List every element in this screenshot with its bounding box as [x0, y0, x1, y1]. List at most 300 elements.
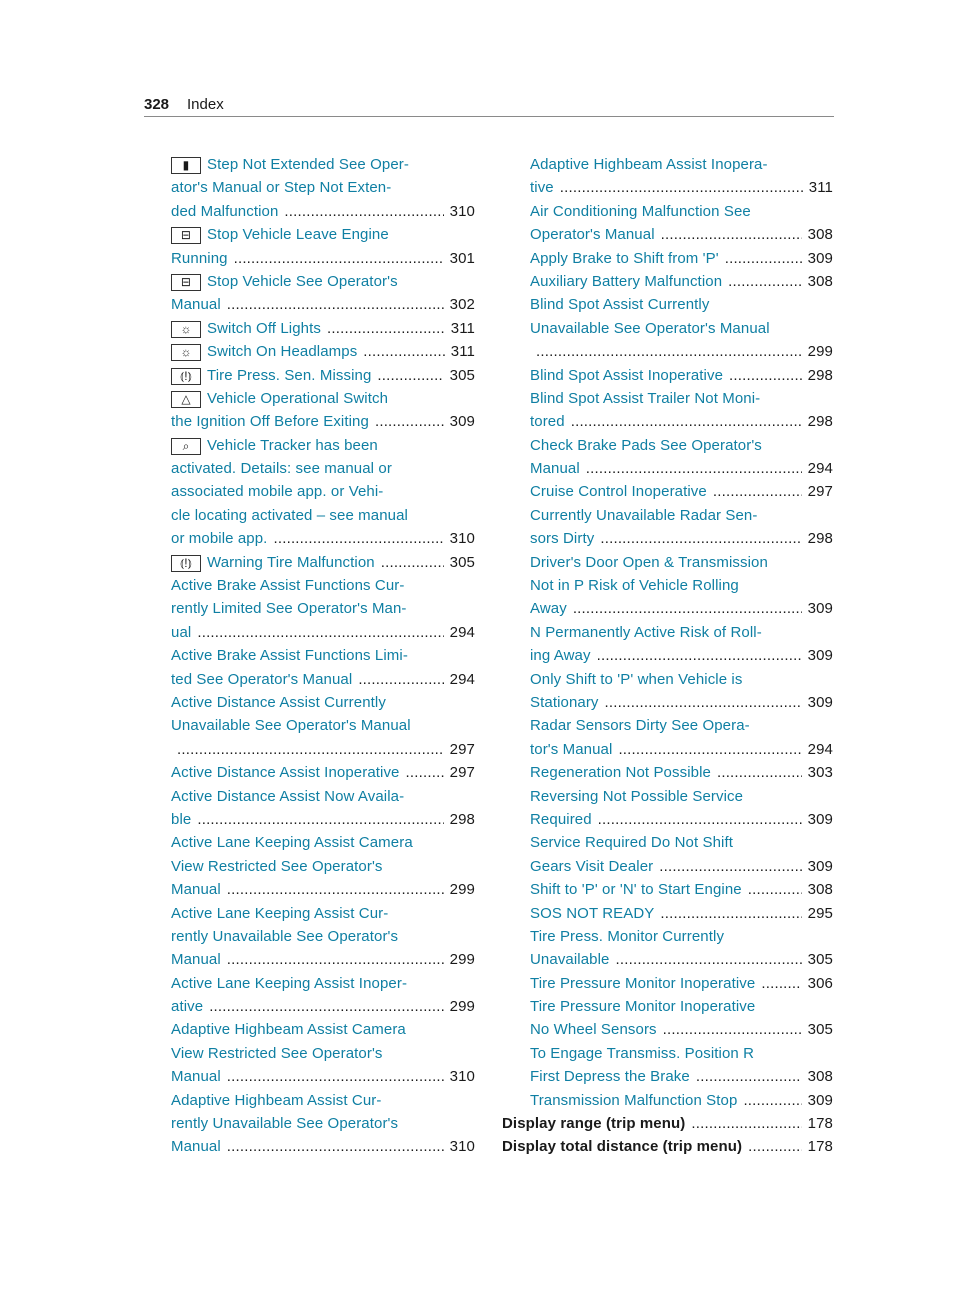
- leader-dots: [227, 293, 444, 316]
- leader-dots: [573, 597, 802, 620]
- index-entry-line: [171, 574, 475, 597]
- leader-dots: [375, 410, 444, 433]
- leader-dots: [358, 668, 443, 691]
- index-entry-line: [530, 1065, 833, 1088]
- leader-dots: [660, 902, 801, 925]
- index-entry-line: [171, 691, 475, 714]
- index-entry-text: Transmission Malfunction Stop: [530, 1091, 738, 1109]
- page-reference[interactable]: 178: [807, 1138, 833, 1156]
- leader-dots: [598, 808, 802, 831]
- index-entry[interactable]: [530, 293, 833, 363]
- index-entry-text: Gears Visit Dealer: [530, 857, 654, 875]
- index-entry-line: [171, 738, 475, 761]
- index-entry[interactable]: [530, 878, 833, 901]
- index-entry-text: tive: [530, 179, 554, 197]
- page-reference[interactable]: 299: [449, 951, 475, 969]
- page-reference[interactable]: 308: [807, 272, 833, 290]
- index-entry-line: [530, 527, 833, 550]
- index-entry[interactable]: [530, 434, 833, 481]
- index-entry-text: Adaptive Highbeam Assist Inopera-: [530, 156, 768, 173]
- index-entry-text: Check Brake Pads See Operator's: [530, 436, 762, 454]
- index-entry[interactable]: [171, 387, 475, 434]
- index-entry-line: [530, 691, 833, 714]
- leader-dots: [717, 761, 802, 784]
- index-entry-text: Vehicle Tracker has been: [207, 436, 378, 454]
- index-entry-text: Stop Vehicle See Operator's: [207, 272, 398, 290]
- index-entry-text: ual: [171, 623, 192, 641]
- index-entry[interactable]: [171, 1089, 475, 1159]
- index-entry-line: [530, 293, 833, 316]
- index-entry-line: [530, 621, 833, 644]
- index-entry-text: Auxiliary Battery Malfunction: [530, 272, 723, 290]
- index-entry[interactable]: [530, 387, 833, 434]
- leader-dots: [761, 972, 801, 995]
- index-entry-line: [530, 597, 833, 620]
- leader-dots: [560, 176, 803, 199]
- index-entry-text: Vehicle Operational Switch: [207, 389, 389, 407]
- leader-dots: [691, 1112, 801, 1135]
- index-entry-text: Running: [171, 249, 228, 267]
- page-title: Index: [187, 96, 224, 113]
- index-entry-line: [530, 855, 833, 878]
- leader-dots: [661, 223, 802, 246]
- page-reference[interactable]: 311: [808, 179, 833, 197]
- page-reference[interactable]: 308: [807, 881, 833, 899]
- index-entry-text: Stationary: [530, 693, 599, 711]
- index-entry-text: sors Dirty: [530, 530, 595, 548]
- index-entry-text: Air Conditioning Malfunction See: [530, 202, 751, 220]
- leader-dots: [227, 948, 444, 971]
- index-entry-text: ted See Operator's Manual: [171, 670, 353, 688]
- index-entry-line: [530, 668, 833, 691]
- index-entry-line: [530, 761, 833, 784]
- tire-icon: ⦅!⦆: [171, 555, 201, 572]
- index-entry-text: Switch On Headlamps: [207, 343, 358, 361]
- page-reference[interactable]: 297: [807, 483, 833, 501]
- index-entry[interactable]: [171, 340, 475, 363]
- index-entry-line: [171, 808, 475, 831]
- leader-dots: [406, 761, 444, 784]
- index-entry-text: View Restricted See Operator's: [171, 1044, 383, 1062]
- index-entry-text: Active Lane Keeping Assist Camera: [171, 834, 413, 852]
- index-entry-line: [171, 317, 475, 340]
- index-entry[interactable]: [171, 551, 475, 574]
- index-entry[interactable]: [171, 761, 475, 784]
- index-entry-text: cle locating activated – see manual: [171, 506, 408, 524]
- index-entry-line: [530, 902, 833, 925]
- index-entry-line: [171, 270, 475, 293]
- index-entry[interactable]: [171, 785, 475, 832]
- light-icon: ☼: [171, 344, 201, 361]
- index-entry-text: Adaptive Highbeam Assist Camera: [171, 1021, 406, 1039]
- index-entry-line: [171, 878, 475, 901]
- index-entry[interactable]: [530, 902, 833, 925]
- leader-dots: [748, 878, 802, 901]
- page-reference[interactable]: 302: [449, 296, 475, 314]
- index-entry[interactable]: [530, 668, 833, 715]
- leader-dots: [743, 1089, 801, 1112]
- leader-dots: [600, 527, 801, 550]
- page-reference[interactable]: 299: [449, 998, 475, 1016]
- index-entry-line: [530, 410, 833, 433]
- index-entry-text: Driver's Door Open & Transmission: [530, 553, 768, 571]
- index-entry-text: Tire Press. Sen. Missing: [207, 366, 372, 384]
- index-entry-line: [171, 761, 475, 784]
- index-entry-line: [171, 434, 475, 457]
- index-entry[interactable]: [530, 714, 833, 761]
- index-entry-text: Manual: [530, 460, 580, 478]
- index-entry[interactable]: [171, 317, 475, 340]
- index-entry-line: [171, 995, 475, 1018]
- index-entry[interactable]: [171, 644, 475, 691]
- page-reference[interactable]: 309: [807, 1091, 833, 1109]
- index-entry-text: tor's Manual: [530, 740, 613, 758]
- index-entry-line: [171, 527, 475, 550]
- index-entry-text: Blind Spot Assist Currently: [530, 296, 710, 314]
- index-entry-text: Service Required Do Not Shift: [530, 834, 733, 852]
- index-entry-line: [171, 972, 475, 995]
- index-entry-line: [530, 504, 833, 527]
- page-reference[interactable]: 301: [449, 249, 475, 267]
- index-entry[interactable]: [171, 434, 475, 551]
- index-entry-line: [171, 200, 475, 223]
- page-reference[interactable]: 306: [807, 974, 833, 992]
- index-entry[interactable]: [530, 785, 833, 832]
- index-column-right: [502, 153, 833, 1159]
- index-entry-line: [171, 480, 475, 503]
- index-entry-text: Currently Unavailable Radar Sen-: [530, 506, 758, 524]
- page-reference[interactable]: 311: [450, 319, 475, 337]
- index-entry-text: First Depress the Brake: [530, 1068, 690, 1086]
- index-entry-line: [171, 714, 475, 737]
- leader-dots: [227, 1065, 444, 1088]
- leader-dots: [713, 480, 802, 503]
- index-entry[interactable]: [171, 364, 475, 387]
- leader-dots: [597, 644, 802, 667]
- tire-icon: ⦅!⦆: [171, 368, 201, 385]
- index-entry-line: [171, 902, 475, 925]
- index-entry-line: [530, 878, 833, 901]
- leader-dots: [725, 247, 802, 270]
- page-reference[interactable]: 298: [807, 413, 833, 431]
- page-reference[interactable]: 297: [449, 740, 475, 758]
- index-entry[interactable]: [171, 902, 475, 972]
- index-entry-line: [530, 785, 833, 808]
- page-reference[interactable]: 311: [450, 343, 475, 361]
- index-entry[interactable]: [171, 972, 475, 1019]
- leader-dots: [605, 691, 802, 714]
- index-entry-text: Display total distance (trip menu): [502, 1138, 743, 1156]
- index-entry-line: [530, 153, 833, 176]
- leader-dots: [618, 738, 801, 761]
- page-reference[interactable]: 294: [449, 670, 475, 688]
- index-entry-text: Adaptive Highbeam Assist Cur-: [171, 1091, 382, 1109]
- index-entry-line: [171, 176, 475, 199]
- index-entry-text: Active Brake Assist Functions Cur-: [171, 577, 405, 595]
- index-entry-text: Manual: [171, 951, 221, 969]
- page-reference[interactable]: 310: [449, 202, 475, 220]
- index-entry-text: SOS NOT READY: [530, 904, 655, 922]
- page-reference[interactable]: 299: [449, 881, 475, 899]
- page-reference[interactable]: 305: [807, 951, 833, 969]
- page-header: [144, 96, 834, 118]
- page-reference[interactable]: 298: [449, 810, 475, 828]
- warning-icon: △: [171, 391, 201, 408]
- index-entry-line: [171, 340, 475, 363]
- index-entry-text: Switch Off Lights: [207, 319, 321, 337]
- index-entry[interactable]: [530, 480, 833, 503]
- leader-dots: [363, 340, 444, 363]
- page-reference[interactable]: 178: [807, 1115, 833, 1133]
- vehicle-tracker-icon: ⌕: [171, 438, 201, 455]
- index-entry-line: [171, 644, 475, 667]
- page-reference[interactable]: 308: [807, 1068, 833, 1086]
- index-entry-line: [502, 1112, 833, 1135]
- index-entry-text: the Ignition Off Before Exiting: [171, 413, 369, 431]
- page-reference[interactable]: 310: [449, 530, 475, 548]
- index-entry-text: Tire Pressure Monitor Inoperative: [530, 974, 756, 992]
- index-entry-line: [171, 855, 475, 878]
- leader-dots: [377, 364, 443, 387]
- index-entry-line: [530, 972, 833, 995]
- index-entry-text: Active Lane Keeping Assist Cur-: [171, 904, 389, 922]
- index-entry-text: Required: [530, 810, 592, 828]
- index-entry-text: Active Distance Assist Currently: [171, 693, 386, 711]
- index-entry-text: ator's Manual or Step Not Exten-: [171, 179, 392, 197]
- leader-dots: [586, 457, 802, 480]
- index-entry-text: Tire Pressure Monitor Inoperative: [530, 998, 756, 1016]
- index-entry-text: tored: [530, 413, 565, 431]
- index-entry[interactable]: [530, 995, 833, 1042]
- index-entry-text: Blind Spot Assist Inoperative: [530, 366, 724, 384]
- index-entry-line: [530, 434, 833, 457]
- page-reference[interactable]: 309: [807, 857, 833, 875]
- index-entry-line: [171, 387, 475, 410]
- index-entry[interactable]: [530, 200, 833, 247]
- index-entry-line: [530, 340, 833, 363]
- index-entry[interactable]: [171, 574, 475, 644]
- leader-dots: [284, 200, 443, 223]
- index-entry-line: [530, 176, 833, 199]
- leader-dots: [327, 317, 445, 340]
- index-entry-text: Active Distance Assist Inoperative: [171, 764, 400, 782]
- index-entry-text: Regeneration Not Possible: [530, 764, 711, 782]
- index-entry-text: To Engage Transmiss. Position R: [530, 1044, 755, 1062]
- index-entry-line: [171, 785, 475, 808]
- leader-dots: [227, 878, 444, 901]
- page-reference[interactable]: 310: [449, 1068, 475, 1086]
- index-entry-text: Not in P Risk of Vehicle Rolling: [530, 577, 739, 595]
- index-entry-text: Manual: [171, 1068, 221, 1086]
- page-reference[interactable]: 294: [807, 460, 833, 478]
- index-entry[interactable]: [171, 223, 475, 270]
- index-entry-text: Unavailable: [530, 951, 610, 969]
- leader-dots: [729, 364, 802, 387]
- index-entry-text: Operator's Manual: [530, 226, 655, 244]
- index-entry[interactable]: [530, 761, 833, 784]
- index-entry-text: Away: [530, 600, 567, 618]
- leader-dots: [381, 551, 444, 574]
- page-reference[interactable]: 310: [449, 1138, 475, 1156]
- page-reference[interactable]: 297: [449, 764, 475, 782]
- index-entry-text: associated mobile app. or Vehi-: [171, 483, 384, 501]
- index-entry-line: [530, 714, 833, 737]
- index-entry[interactable]: [171, 1018, 475, 1088]
- index-entry-line: [530, 995, 833, 1018]
- index-entry[interactable]: [530, 364, 833, 387]
- index-entry-line: [171, 1135, 475, 1158]
- index-entry-line: [530, 387, 833, 410]
- index-entry-text: Manual: [171, 296, 221, 314]
- page-reference[interactable]: 294: [807, 740, 833, 758]
- battery-icon: ⊟: [171, 227, 201, 244]
- index-entry-text: Step Not Extended See Oper-: [207, 156, 409, 173]
- light-icon: ☼: [171, 321, 201, 338]
- index-main-entry[interactable]: [502, 1112, 833, 1135]
- page-reference[interactable]: 309: [449, 413, 475, 431]
- index-entry-text: ative: [171, 998, 204, 1016]
- index-entry-text: Active Distance Assist Now Availa-: [171, 787, 405, 805]
- page-reference[interactable]: 294: [449, 623, 475, 641]
- index-entry[interactable]: [171, 691, 475, 761]
- index-entry-line: [530, 925, 833, 948]
- index-entry-line: [530, 808, 833, 831]
- index-entry-text: No Wheel Sensors: [530, 1021, 657, 1039]
- index-entry-text: Cruise Control Inoperative: [530, 483, 707, 501]
- leader-dots: [273, 527, 443, 550]
- index-entry-line: [530, 738, 833, 761]
- index-entry-line: [530, 457, 833, 480]
- index-entry[interactable]: [171, 270, 475, 317]
- index-entry-line: [530, 1018, 833, 1041]
- page-reference[interactable]: 298: [807, 366, 833, 384]
- index-entry-line: [171, 364, 475, 387]
- index-entry[interactable]: [530, 972, 833, 995]
- leader-dots: [663, 1018, 802, 1041]
- leader-dots: [536, 340, 802, 363]
- page-reference[interactable]: 305: [807, 1021, 833, 1039]
- index-entry-line: [530, 364, 833, 387]
- index-entry-text: or mobile app.: [171, 530, 268, 548]
- index-entry-text: Only Shift to 'P' when Vehicle is: [530, 670, 743, 688]
- index-entry[interactable]: [530, 270, 833, 293]
- index-entry-text: Manual: [171, 1138, 221, 1156]
- index-entry-text: ble: [171, 810, 192, 828]
- index-entry-text: Warning Tire Malfunction: [207, 553, 375, 571]
- index-entry-line: [171, 621, 475, 644]
- index-entry-line: [171, 293, 475, 316]
- leader-dots: [615, 948, 801, 971]
- index-entry[interactable]: [171, 153, 475, 223]
- index-entry[interactable]: [530, 551, 833, 621]
- page-reference[interactable]: 309: [807, 810, 833, 828]
- index-entry-line: [171, 1089, 475, 1112]
- page-reference[interactable]: 298: [807, 530, 833, 548]
- leader-dots: [209, 995, 443, 1018]
- index-entry[interactable]: [530, 504, 833, 551]
- index-entry[interactable]: [530, 831, 833, 878]
- page-reference[interactable]: 309: [807, 249, 833, 267]
- index-entry[interactable]: [530, 925, 833, 972]
- index-entry-line: [530, 480, 833, 503]
- index-entry-line: [171, 1042, 475, 1065]
- index-entry-text: rently Limited See Operator's Man-: [171, 600, 407, 618]
- index-entry[interactable]: [530, 621, 833, 668]
- index-entry-line: [530, 223, 833, 246]
- index-entry-text: Apply Brake to Shift from 'P': [530, 249, 719, 267]
- index-entry-text: Radar Sensors Dirty See Opera-: [530, 717, 750, 735]
- index-entry-line: [171, 457, 475, 480]
- index-entry-line: [171, 223, 475, 246]
- index-entry-line: [171, 1065, 475, 1088]
- index-entry-line: [530, 1089, 833, 1112]
- index-entry-line: [502, 1135, 833, 1158]
- leader-dots: [227, 1135, 444, 1158]
- index-entry[interactable]: [530, 1042, 833, 1089]
- index-entry-line: [171, 247, 475, 270]
- index-entry-text: Stop Vehicle Leave Engine: [207, 226, 389, 244]
- leader-dots: [177, 738, 444, 761]
- page-number: 328: [144, 96, 170, 113]
- page-reference[interactable]: 299: [807, 343, 833, 361]
- page-reference[interactable]: 308: [807, 226, 833, 244]
- index-entry-text: Unavailable See Operator's Manual: [530, 319, 770, 337]
- leader-dots: [728, 270, 802, 293]
- index-entry-text: Blind Spot Assist Trailer Not Moni-: [530, 389, 761, 407]
- index-entry-line: [171, 1018, 475, 1041]
- index-entry-text: rently Unavailable See Operator's: [171, 927, 399, 945]
- index-entry-line: [530, 317, 833, 340]
- leader-dots: [696, 1065, 802, 1088]
- leader-dots: [748, 1135, 802, 1158]
- index-entry[interactable]: [171, 831, 475, 901]
- index-entry-text: Tire Press. Monitor Currently: [530, 927, 725, 945]
- page-reference[interactable]: 309: [807, 647, 833, 665]
- index-entry-text: Display range (trip menu): [502, 1115, 686, 1133]
- index-entry-line: [171, 504, 475, 527]
- index-entry-text: Reversing Not Possible Service: [530, 787, 744, 805]
- index-entry-text: Shift to 'P' or 'N' to Start Engine: [530, 881, 742, 899]
- index-entry-line: [530, 200, 833, 223]
- index-entry-line: [171, 831, 475, 854]
- index-entry-line: [171, 153, 475, 176]
- index-entry-line: [171, 925, 475, 948]
- index-entry[interactable]: [530, 1089, 833, 1112]
- leader-dots: [197, 621, 443, 644]
- index-entry-text: N Permanently Active Risk of Roll-: [530, 623, 762, 641]
- leader-dots: [234, 247, 444, 270]
- page-reference[interactable]: 309: [807, 600, 833, 618]
- leader-dots: [571, 410, 802, 433]
- index-entry[interactable]: [530, 153, 833, 200]
- page-reference[interactable]: 309: [807, 693, 833, 711]
- index-entry-line: [530, 574, 833, 597]
- index-entry-line: [530, 831, 833, 854]
- index-entry-text: Active Lane Keeping Assist Inoper-: [171, 974, 408, 992]
- index-entry[interactable]: [530, 247, 833, 270]
- seat-icon: ▮: [171, 157, 201, 174]
- index-entry-line: [171, 597, 475, 620]
- index-entry-line: [171, 1112, 475, 1135]
- leader-dots: [659, 855, 801, 878]
- page-reference[interactable]: 305: [449, 366, 475, 384]
- page-reference[interactable]: 295: [807, 904, 833, 922]
- index-entry-line: [530, 644, 833, 667]
- page-reference[interactable]: 305: [449, 553, 475, 571]
- index-entry-text: View Restricted See Operator's: [171, 857, 383, 875]
- page-reference[interactable]: 303: [807, 764, 833, 782]
- index-main-entry[interactable]: [502, 1135, 833, 1158]
